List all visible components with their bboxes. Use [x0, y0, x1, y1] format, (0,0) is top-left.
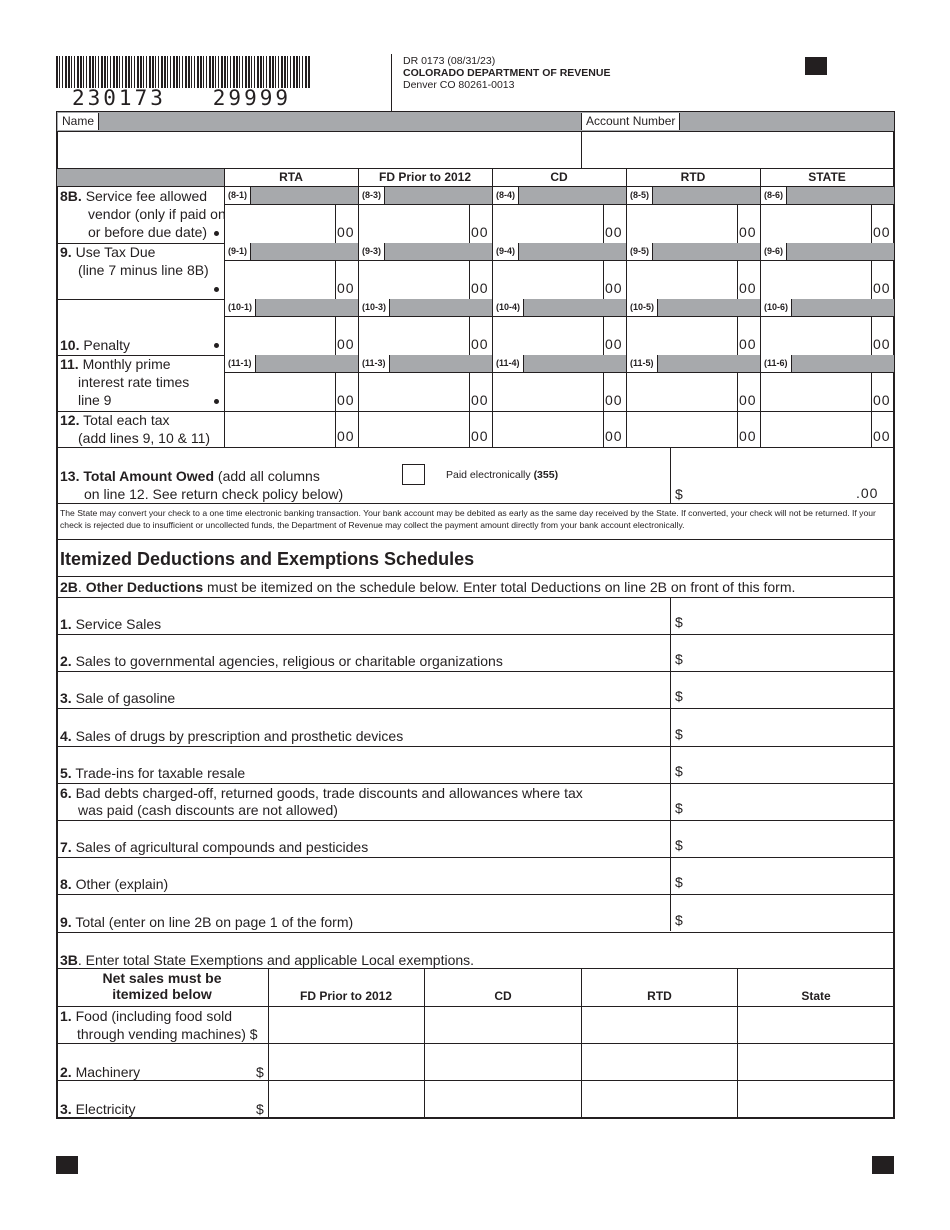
deduction-num: 4.: [60, 727, 72, 744]
deduction-num: 5.: [60, 764, 72, 781]
line-label: [60, 411, 170, 429]
line-code: (10-3): [359, 299, 390, 316]
header-divider: [391, 54, 392, 111]
cents-label: 00: [873, 224, 891, 240]
registration-mark-icon: [872, 1156, 894, 1174]
deduction-text: Other (explain): [75, 876, 169, 893]
deduction-text: Total (enter on line 2B on page 1 of the form): [75, 913, 354, 930]
line13-num: 13.: [60, 468, 80, 484]
total-amount-owed-input[interactable]: [690, 470, 850, 500]
cents-label: 00: [471, 280, 489, 296]
divider: [56, 671, 895, 672]
deduction-text: Trade-ins for taxable resale: [75, 764, 246, 781]
deduction-text: was paid (cash discounts are not allowed): [78, 802, 338, 818]
tax-amount-input[interactable]: [361, 374, 466, 409]
divider: [335, 372, 336, 411]
cents-label: 00: [471, 392, 489, 408]
deduction-label: [60, 727, 403, 745]
deductions-instructions: must be itemized on the schedule below. Enter total Deductions on line 2B on front of this form.: [207, 579, 796, 595]
tax-amount-input[interactable]: [629, 318, 734, 353]
line-code: (9-1): [225, 243, 251, 260]
exemptions-intro: [60, 951, 474, 969]
line-text: (line 7 minus line 8B): [78, 262, 209, 278]
line-code: (11-6): [761, 355, 792, 372]
tax-amount-input[interactable]: [495, 318, 600, 353]
tax-amount-input[interactable]: [629, 413, 734, 445]
column-header-rta: RTA: [279, 170, 303, 184]
line-num: 12.: [60, 412, 80, 428]
divider: [335, 260, 336, 299]
exemption-amount-input[interactable]: [585, 1010, 735, 1041]
exemption-amount-input[interactable]: [272, 1010, 422, 1041]
exemption-num: 1.: [60, 1008, 72, 1024]
checkbox-code: (355): [533, 469, 559, 481]
tax-amount-input[interactable]: [227, 206, 332, 241]
divider: [224, 260, 895, 261]
cents-label: 00: [605, 428, 623, 444]
tax-amount-input[interactable]: [495, 262, 600, 297]
cents-label: 00: [605, 280, 623, 296]
exemptions-instructions: . Enter total State Exemptions and applicable Local exemptions.: [77, 952, 475, 968]
divider: [737, 372, 738, 411]
line-code: (11-5): [627, 355, 658, 372]
exemptions-code: 3B: [60, 952, 78, 968]
deduction-text: Sales to governmental agencies, religious or charitable organizations: [75, 653, 503, 670]
cents-label: 00: [739, 336, 757, 352]
currency-symbol: $: [675, 800, 683, 816]
exemption-text: through vending machines): [77, 1026, 246, 1042]
form-header: [403, 55, 610, 91]
divider: [737, 411, 738, 447]
deduction-label: [60, 764, 245, 782]
line-code: (9-6): [761, 243, 787, 260]
bullet-icon: [214, 343, 219, 348]
exemption-num: 2.: [60, 1064, 72, 1080]
line-text: Total each tax: [83, 412, 170, 428]
tax-amount-input[interactable]: [361, 318, 466, 353]
line-code: (8-6): [761, 187, 787, 204]
column-header-fd: FD Prior to 2012: [378, 170, 472, 184]
divider: [56, 503, 895, 504]
line-text: Penalty: [83, 337, 131, 353]
exemption-amount-input[interactable]: [428, 1010, 578, 1041]
deduction-num: 9.: [60, 913, 72, 930]
line-code: (9-3): [359, 243, 385, 260]
bullet-icon: [214, 399, 219, 404]
exemption-num: 3.: [60, 1101, 72, 1117]
divider: [56, 1080, 895, 1081]
line13-cents: .00: [856, 485, 879, 501]
currency-symbol: $: [675, 874, 683, 891]
divider: [56, 968, 895, 969]
deductions-intro: 2B. Other Deductions must be itemized on the schedule below. Enter total Deductions on line 2B on front of this form.: [60, 579, 796, 595]
tax-amount-input[interactable]: [629, 374, 734, 409]
divider: [56, 894, 895, 895]
exemption-text: Electricity: [75, 1101, 136, 1117]
cents-label: 00: [873, 280, 891, 296]
line-code: (11-3): [359, 355, 390, 372]
cents-label: 00: [873, 428, 891, 444]
deduction-num: 6.: [60, 785, 72, 801]
deduction-amount-input[interactable]: [690, 823, 890, 854]
exemption-amount-input[interactable]: [741, 1010, 891, 1041]
cents-label: 00: [337, 392, 355, 408]
exemption-3-label: [60, 1100, 135, 1118]
line-code: (8-5): [627, 187, 653, 204]
tax-amount-input[interactable]: [763, 318, 868, 353]
line13-title: Total Amount Owed: [83, 468, 215, 484]
divider: [469, 260, 470, 299]
line-code: (8-1): [225, 187, 251, 204]
divider: [469, 411, 470, 447]
exemption-amount-input[interactable]: [741, 1084, 891, 1115]
divider: [603, 372, 604, 411]
deduction-label: [60, 875, 168, 893]
cents-label: 00: [739, 224, 757, 240]
exemption-column-state: State: [801, 989, 831, 1003]
line-code: (8-4): [493, 187, 519, 204]
divider: [737, 204, 738, 243]
divider: [581, 131, 582, 168]
currency-symbol: $: [256, 1101, 264, 1117]
cents-label: 00: [739, 280, 757, 296]
divider: [56, 634, 895, 635]
line-code: (10-5): [627, 299, 658, 316]
column-header-state: STATE: [808, 170, 846, 184]
line-code: (10-4): [493, 299, 524, 316]
line-code: (10-1): [225, 299, 256, 316]
column-header-cd: CD: [550, 170, 568, 184]
line-text: Use Tax Due: [75, 244, 156, 260]
exemption-amount-input[interactable]: [741, 1047, 891, 1078]
bullet-icon: [214, 231, 219, 236]
tax-amount-input[interactable]: [361, 413, 466, 445]
line-code: (11-1): [225, 355, 256, 372]
deductions-code: 2B: [60, 579, 78, 595]
divider: [224, 372, 895, 373]
cents-label: 00: [471, 224, 489, 240]
currency-symbol: $: [675, 837, 683, 854]
name-label: Name: [58, 113, 99, 130]
line-code: (9-5): [627, 243, 653, 260]
divider: [56, 411, 895, 412]
barcode: [56, 56, 310, 88]
deduction-text: Sales of drugs by prescription and prosthetic devices: [75, 727, 404, 744]
cents-label: 00: [337, 224, 355, 240]
check-policy-text: The State may convert your check to a one time electronic banking transaction. Your bank account may be debited as early as the same day received by the State. If converted, your check will not be returned. If your check is rejected due to insufficient or uncollected funds, the Department of Revenue may collect the payment amount directly from your bank account electronically.: [60, 508, 876, 530]
cents-label: 00: [337, 428, 355, 444]
divider: [56, 1043, 895, 1044]
account-number-input[interactable]: [585, 134, 891, 164]
exemption-amount-input[interactable]: [272, 1084, 422, 1115]
deduction-amount-input[interactable]: [690, 600, 890, 631]
currency-symbol: $: [675, 911, 683, 928]
tax-amount-input[interactable]: [227, 318, 332, 353]
exemption-text: Machinery: [75, 1064, 141, 1080]
currency-symbol: $: [675, 725, 683, 742]
name-row-shade: [57, 112, 894, 131]
deduction-label: [60, 913, 353, 931]
line-text: (add lines 9, 10 & 11): [78, 430, 211, 446]
line-code: (9-4): [493, 243, 519, 260]
divider: [335, 204, 336, 243]
divider: [56, 447, 895, 448]
registration-mark-icon: [56, 1156, 78, 1174]
line-text: interest rate times: [78, 374, 190, 390]
tax-amount-input[interactable]: [763, 262, 868, 297]
paid-electronically-checkbox[interactable]: [402, 464, 425, 485]
exemption-column-rtd: RTD: [647, 989, 672, 1003]
tax-amount-input[interactable]: [495, 413, 600, 445]
tax-amount-input[interactable]: [495, 206, 600, 241]
exemption-amount-input[interactable]: [428, 1084, 578, 1115]
divider: [56, 131, 895, 132]
line13-text: (add all columns: [217, 468, 320, 484]
tax-amount-input[interactable]: [629, 206, 734, 241]
line-code: (10-6): [761, 299, 792, 316]
account-number-label: Account Number: [581, 113, 680, 130]
deduction-label: [60, 689, 175, 707]
deduction-amount-input[interactable]: [690, 637, 890, 668]
deduction-num: 2.: [60, 653, 72, 670]
tax-amount-input[interactable]: [763, 413, 868, 445]
tax-amount-input[interactable]: [227, 413, 332, 445]
divider: [335, 411, 336, 447]
tax-amount-input[interactable]: [361, 206, 466, 241]
tax-amount-input[interactable]: [361, 262, 466, 297]
column-header-rtd: RTD: [680, 170, 706, 184]
checkbox-label-text: Paid electronically: [446, 469, 531, 481]
divider: [56, 597, 895, 598]
exemption-2-label: [60, 1063, 140, 1081]
line-label: [60, 355, 171, 373]
deduction-text: Service Sales: [75, 616, 162, 632]
bullet-icon: [214, 287, 219, 292]
cents-label: 00: [739, 428, 757, 444]
line-num: 10.: [60, 337, 80, 353]
barcode-number: 230173 29999: [72, 86, 292, 110]
paid-electronically-label: [446, 466, 558, 484]
cents-label: 00: [337, 336, 355, 352]
line-text: or before due date): [88, 224, 208, 240]
registration-mark-icon: [805, 57, 827, 75]
cents-label: 00: [873, 392, 891, 408]
line-label: [60, 243, 155, 261]
divider: [737, 316, 738, 355]
line-num: 9.: [60, 244, 72, 260]
cents-label: 00: [873, 336, 891, 352]
schedules-title: Itemized Deductions and Exemptions Schedules: [60, 549, 475, 569]
divider: [224, 316, 895, 317]
divider: [871, 316, 872, 355]
deduction-amount-input[interactable]: [690, 898, 890, 929]
tax-amount-input[interactable]: [763, 206, 868, 241]
header-shade: [57, 169, 224, 186]
exemption-header-line1: Net sales must be: [102, 970, 222, 986]
divider: [335, 316, 336, 355]
divider: [56, 746, 895, 747]
exemption-column-fd: FD Prior to 2012: [299, 989, 393, 1003]
deduction-label: [60, 615, 161, 633]
tax-amount-input[interactable]: [227, 262, 332, 297]
cents-label: 00: [605, 336, 623, 352]
exemption-1-label: [60, 1007, 232, 1025]
cents-label: 00: [605, 392, 623, 408]
line-text: Service fee allowed: [85, 188, 208, 204]
exemption-1-label2: [77, 1025, 258, 1043]
divider: [670, 597, 671, 931]
line-num: 11.: [60, 356, 79, 372]
line13-label: [60, 467, 320, 485]
divider: [56, 539, 895, 540]
deduction-num: 7.: [60, 839, 72, 856]
divider: [737, 260, 738, 299]
exemption-column-cd: CD: [494, 989, 512, 1003]
deduction-text: Sale of gasoline: [75, 690, 176, 707]
exemption-text: Food (including food sold: [75, 1008, 233, 1024]
deduction-amount-input[interactable]: [690, 860, 890, 891]
cents-label: 00: [739, 392, 757, 408]
tax-amount-input[interactable]: [629, 262, 734, 297]
line-code: (8-3): [359, 187, 385, 204]
currency-symbol: $: [675, 688, 683, 705]
deduction-label: [60, 652, 503, 670]
line-text: vendor (only if paid on: [88, 206, 226, 222]
divider: [603, 316, 604, 355]
exemption-amount-input[interactable]: [585, 1047, 735, 1078]
divider: [871, 260, 872, 299]
line-text: Monthly prime: [82, 356, 171, 372]
divider: [56, 576, 895, 577]
cents-label: 00: [471, 336, 489, 352]
divider: [871, 411, 872, 447]
exemption-amount-input[interactable]: [272, 1047, 422, 1078]
divider: [56, 932, 895, 933]
deduction-label: [60, 784, 583, 802]
exemption-amount-input[interactable]: [428, 1047, 578, 1078]
divider: [56, 708, 895, 709]
divider: [670, 447, 671, 503]
form-id: DR 0173 (08/31/23): [403, 55, 496, 67]
deduction-num: 3.: [60, 690, 72, 707]
cents-label: 00: [337, 280, 355, 296]
line-code: (11-4): [493, 355, 524, 372]
currency-symbol: $: [675, 614, 683, 630]
tax-amount-input[interactable]: [495, 374, 600, 409]
exemption-amount-input[interactable]: [585, 1084, 735, 1115]
divider: [469, 204, 470, 243]
deduction-num: 8.: [60, 876, 72, 893]
deduction-num: 1.: [60, 616, 72, 632]
currency-symbol: $: [675, 651, 683, 668]
deduction-amount-input[interactable]: [690, 749, 890, 780]
deduction-label: [60, 838, 368, 856]
divider: [469, 316, 470, 355]
line-label: [60, 336, 130, 354]
divider: [56, 857, 895, 858]
deduction-amount-input[interactable]: [690, 674, 890, 705]
tax-amount-input[interactable]: [227, 374, 332, 409]
cents-label: 00: [471, 428, 489, 444]
divider: [224, 204, 895, 205]
divider: [469, 372, 470, 411]
line13-text2: on line 12. See return check policy below): [84, 486, 344, 502]
divider: [603, 260, 604, 299]
exemption-header: [57, 970, 267, 1002]
deductions-title: Other Deductions: [85, 579, 204, 595]
line-num: 8B.: [60, 188, 82, 204]
currency-symbol: $: [256, 1064, 264, 1080]
currency-symbol: $: [675, 486, 683, 502]
currency-symbol: $: [675, 762, 683, 779]
divider: [871, 372, 872, 411]
tax-amount-input[interactable]: [763, 374, 868, 409]
deduction-amount-input[interactable]: [690, 786, 890, 817]
currency-symbol: $: [249, 1026, 258, 1042]
cents-label: 00: [605, 224, 623, 240]
department-address: Denver CO 80261-0013: [403, 79, 515, 91]
divider: [56, 820, 895, 821]
line-text: line 9: [78, 392, 112, 408]
divider: [603, 411, 604, 447]
divider: [871, 204, 872, 243]
deduction-text: Sales of agricultural compounds and pesticides: [75, 839, 369, 856]
deduction-text: Bad debts charged-off, returned goods, trade discounts and allowances where tax: [75, 785, 583, 801]
exemption-header-line2: itemized below: [112, 986, 212, 1002]
department-name: COLORADO DEPARTMENT OF REVENUE: [403, 67, 611, 79]
line-label: [60, 187, 207, 205]
divider: [603, 204, 604, 243]
name-input[interactable]: [60, 134, 576, 164]
deduction-amount-input[interactable]: [690, 712, 890, 743]
